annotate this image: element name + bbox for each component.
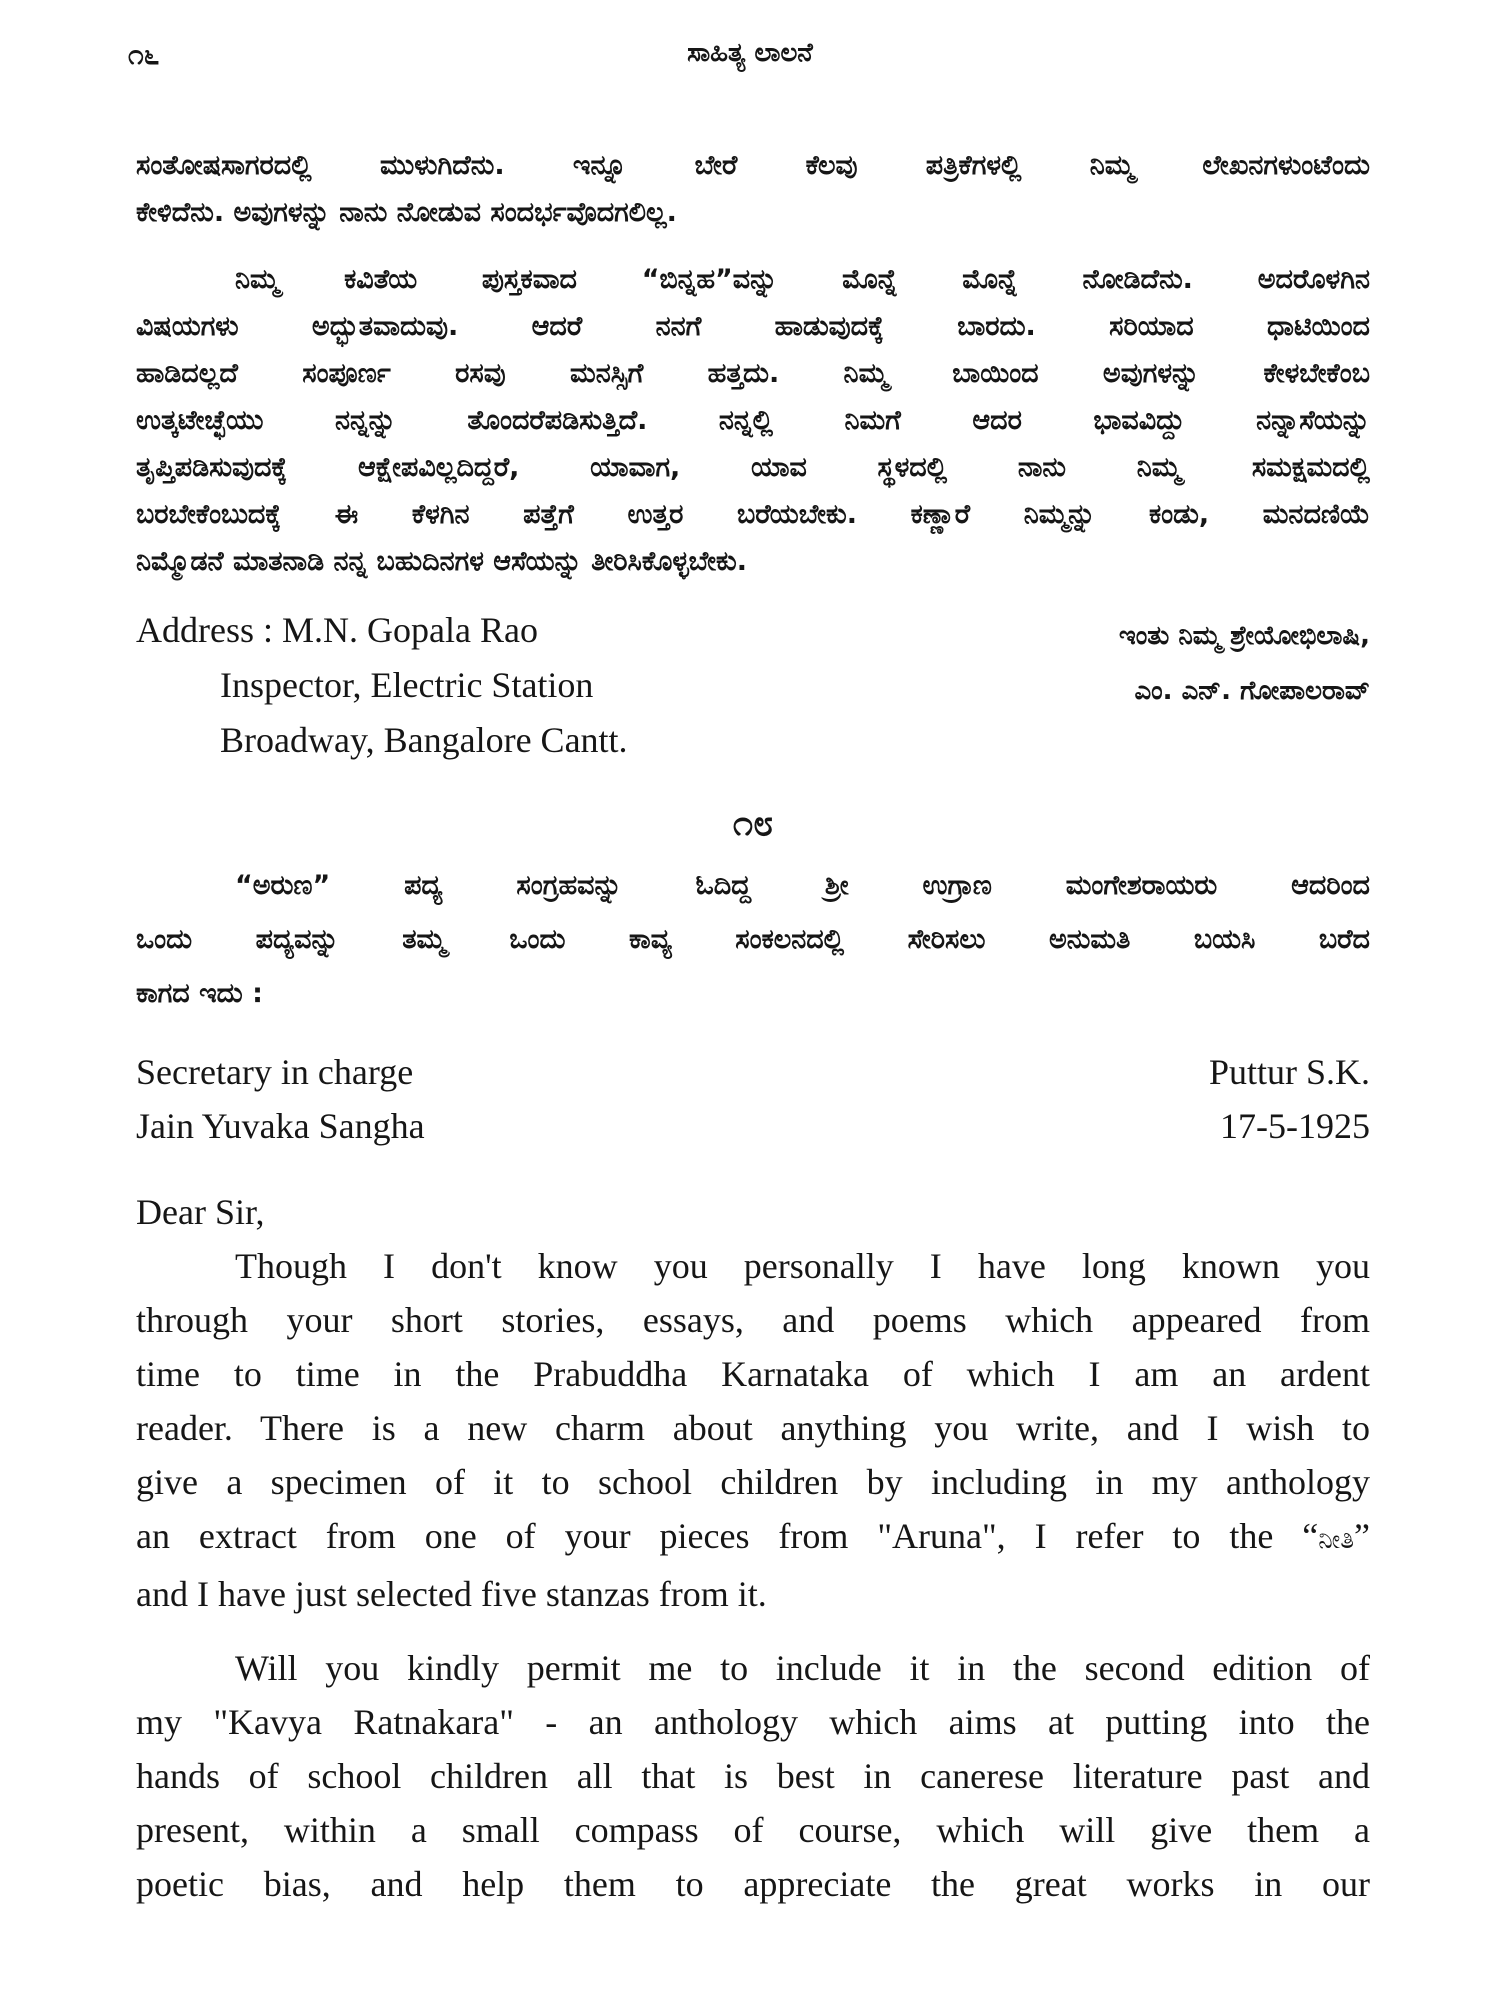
text-fragment: an extract from one of your pieces from "Aruna", I refer to the “ [136, 1516, 1319, 1556]
letter-head [136, 1045, 1370, 1157]
address-line: Inspector, Electric Station [220, 665, 594, 705]
kannada-paragraph-2 [136, 256, 1370, 585]
page-number: ೧೬ [128, 38, 160, 71]
text-line: poetic bias, and help them to appreciate the great works in our [136, 1864, 1370, 1904]
inline-kannada-word: ನೀತಿ [1318, 1525, 1355, 1555]
page-content [136, 142, 1370, 1911]
text-line: present, within a small compass of course, which will give them a [136, 1810, 1370, 1850]
text-line: ಕೇಳಿದೆನು. ಅವುಗಳನ್ನು ನಾನು ನೋಡುವ ಸಂದರ್ಭವೊದಗಲಿಲ್ಲ. [136, 197, 677, 228]
text-line: hands of school children all that is best in canerese literature past and [136, 1756, 1370, 1796]
running-title: ಸಾಹಿತ್ಯ ಲಾಲನೆ [687, 38, 813, 68]
address-line: Address : M.N. Gopala Rao [136, 610, 538, 650]
letter-date: 17-5-1925 [1220, 1106, 1370, 1146]
text-line: Will you kindly permit me to include it in the second edition of [235, 1648, 1370, 1688]
kannada-paragraph-1 [136, 142, 1370, 236]
sender-line: Jain Yuvaka Sangha [136, 1106, 425, 1146]
text-line: ನಿಮ್ಮೊಡನೆ ಮಾತನಾಡಿ ನನ್ನ ಬಹುದಿನಗಳ ಆಸೆಯನ್ನು ತೀರಿಸಿಕೊಳ್ಳಬೇಕು. [136, 546, 747, 577]
signoff-line: ಇಂತು ನಿಮ್ಮ ಶ್ರೇಯೋಭಿಲಾಷಿ, [1118, 621, 1370, 651]
signoff-name: ಎಂ. ಎನ್. ಗೋಪಾಲರಾವ್ [1134, 676, 1370, 706]
sender-address [136, 603, 628, 768]
text-line-with-inline [136, 1509, 1370, 1567]
close-quote: ” [1354, 1516, 1370, 1556]
text-line: through your short stories, essays, and poems which appeared from [136, 1300, 1370, 1340]
text-line: ಒಂದು ಪದ್ಯವನ್ನು ತಮ್ಮ ಒಂದು ಕಾವ್ಯ ಸಂಕಲನದಲ್ಲಿ ಸೇರಿಸಲು ಅನುಮತಿ ಬಯಸಿ ಬರೆದ [136, 924, 1370, 955]
text-line: time to time in the Prabuddha Karnataka of which I am an ardent [136, 1354, 1370, 1394]
text-line: ಕಾಗದ ಇದು : [136, 978, 263, 1009]
text-line: give a specimen of it to school children by including in my anthology [136, 1462, 1370, 1502]
text-line: ಬರಬೇಕೆಂಬುದಕ್ಕೆ ಈ ಕೆಳಗಿನ ಪತ್ತೆಗೆ ಉತ್ತರ ಬರೆಯಬೇಕು. ಕಣ್ಣಾರೆ ನಿಮ್ಮನ್ನು ಕಂಡು, ಮನದಣಿಯೆ [136, 499, 1370, 530]
section-number: ೧೮ [732, 803, 774, 844]
letter-paragraph-1 [136, 1239, 1370, 1621]
text-line: ಹಾಡಿದಲ್ಲದೆ ಸಂಪೂರ್ಣ ರಸವು ಮನಸ್ಸಿಗೆ ಹತ್ತದು. ನಿಮ್ಮ ಬಾಯಿಂದ ಅವುಗಳನ್ನು ಕೇಳಬೇಕೆಂಬ [136, 358, 1370, 389]
signoff [1119, 609, 1370, 719]
text-line: ವಿಷಯಗಳು ಅದ್ಭುತವಾದುವು. ಆದರೆ ನನಗೆ ಹಾಡುವುದಕ್ಕೆ ಬಾರದು. ಸರಿಯಾದ ಧಾಟಿಯಿಂದ [136, 311, 1370, 342]
text-line: my "Kavya Ratnakara" - an anthology which aims at putting into the [136, 1702, 1370, 1742]
text-line: “ಅರುಣ” ಪದ್ಯ ಸಂಗ್ರಹವನ್ನು ಓದಿದ್ದ ಶ್ರೀ ಉಗ್ರಾಣ ಮಂಗೇಶರಾಯರು ಆದರಿಂದ [235, 870, 1370, 901]
kannada-intro [136, 859, 1370, 1021]
text-line: and I have just selected five stanzas from it. [136, 1574, 767, 1614]
text-line: ತೃಪ್ತಿಪಡಿಸುವುದಕ್ಕೆ ಆಕ್ಷೇಪವಿಲ್ಲದಿದ್ದರೆ, ಯಾವಾಗ, ಯಾವ ಸ್ಥಳದಲ್ಲಿ ನಾನು ನಿಮ್ಮ ಸಮಕ್ಷಮದಲ್ಲಿ [136, 452, 1370, 483]
text-line: reader. There is a new charm about anything you write, and I wish to [136, 1408, 1370, 1448]
text-line: Though I don't know you personally I have long known you [235, 1246, 1370, 1286]
sender-line: Secretary in charge [136, 1052, 414, 1092]
salutation: Dear Sir, [136, 1192, 265, 1232]
text-line: ನಿಮ್ಮ ಕವಿತೆಯ ಪುಸ್ತಕವಾದ “ಬಿನ್ನಹ”ವನ್ನು ಮೊನ್ನೆ ಮೊನ್ನೆ ನೋಡಿದೆನು. ಅದರೊಳಗಿನ [235, 264, 1370, 295]
address-line: Broadway, Bangalore Cantt. [220, 720, 628, 760]
address-block [136, 603, 1370, 760]
text-line: ಉತ್ಕಟೇಚ್ಛೆಯು ನನ್ನನ್ನು ತೊಂದರೆಪಡಿಸುತ್ತಿದೆ. ನನ್ನಲ್ಲಿ ನಿಮಗೆ ಆದರ ಭಾವವಿದ್ದು ನನ್ನಾಸೆಯನ್ನು [136, 405, 1370, 436]
page-header [0, 38, 1500, 78]
letter-paragraph-2 [136, 1641, 1370, 1911]
letter-place: Puttur S.K. [1208, 1052, 1370, 1092]
letter-sender [136, 1045, 425, 1153]
text-line: ಸಂತೋಷಸಾಗರದಲ್ಲಿ ಮುಳುಗಿದೆನು. ಇನ್ನೂ ಬೇರೆ ಕೆಲವು ಪತ್ರಿಕೆಗಳಲ್ಲಿ ನಿಮ್ಮ ಲೇಖನಗಳುಂಟೆಂದು [136, 150, 1370, 181]
letter-place-date [1209, 1045, 1370, 1153]
